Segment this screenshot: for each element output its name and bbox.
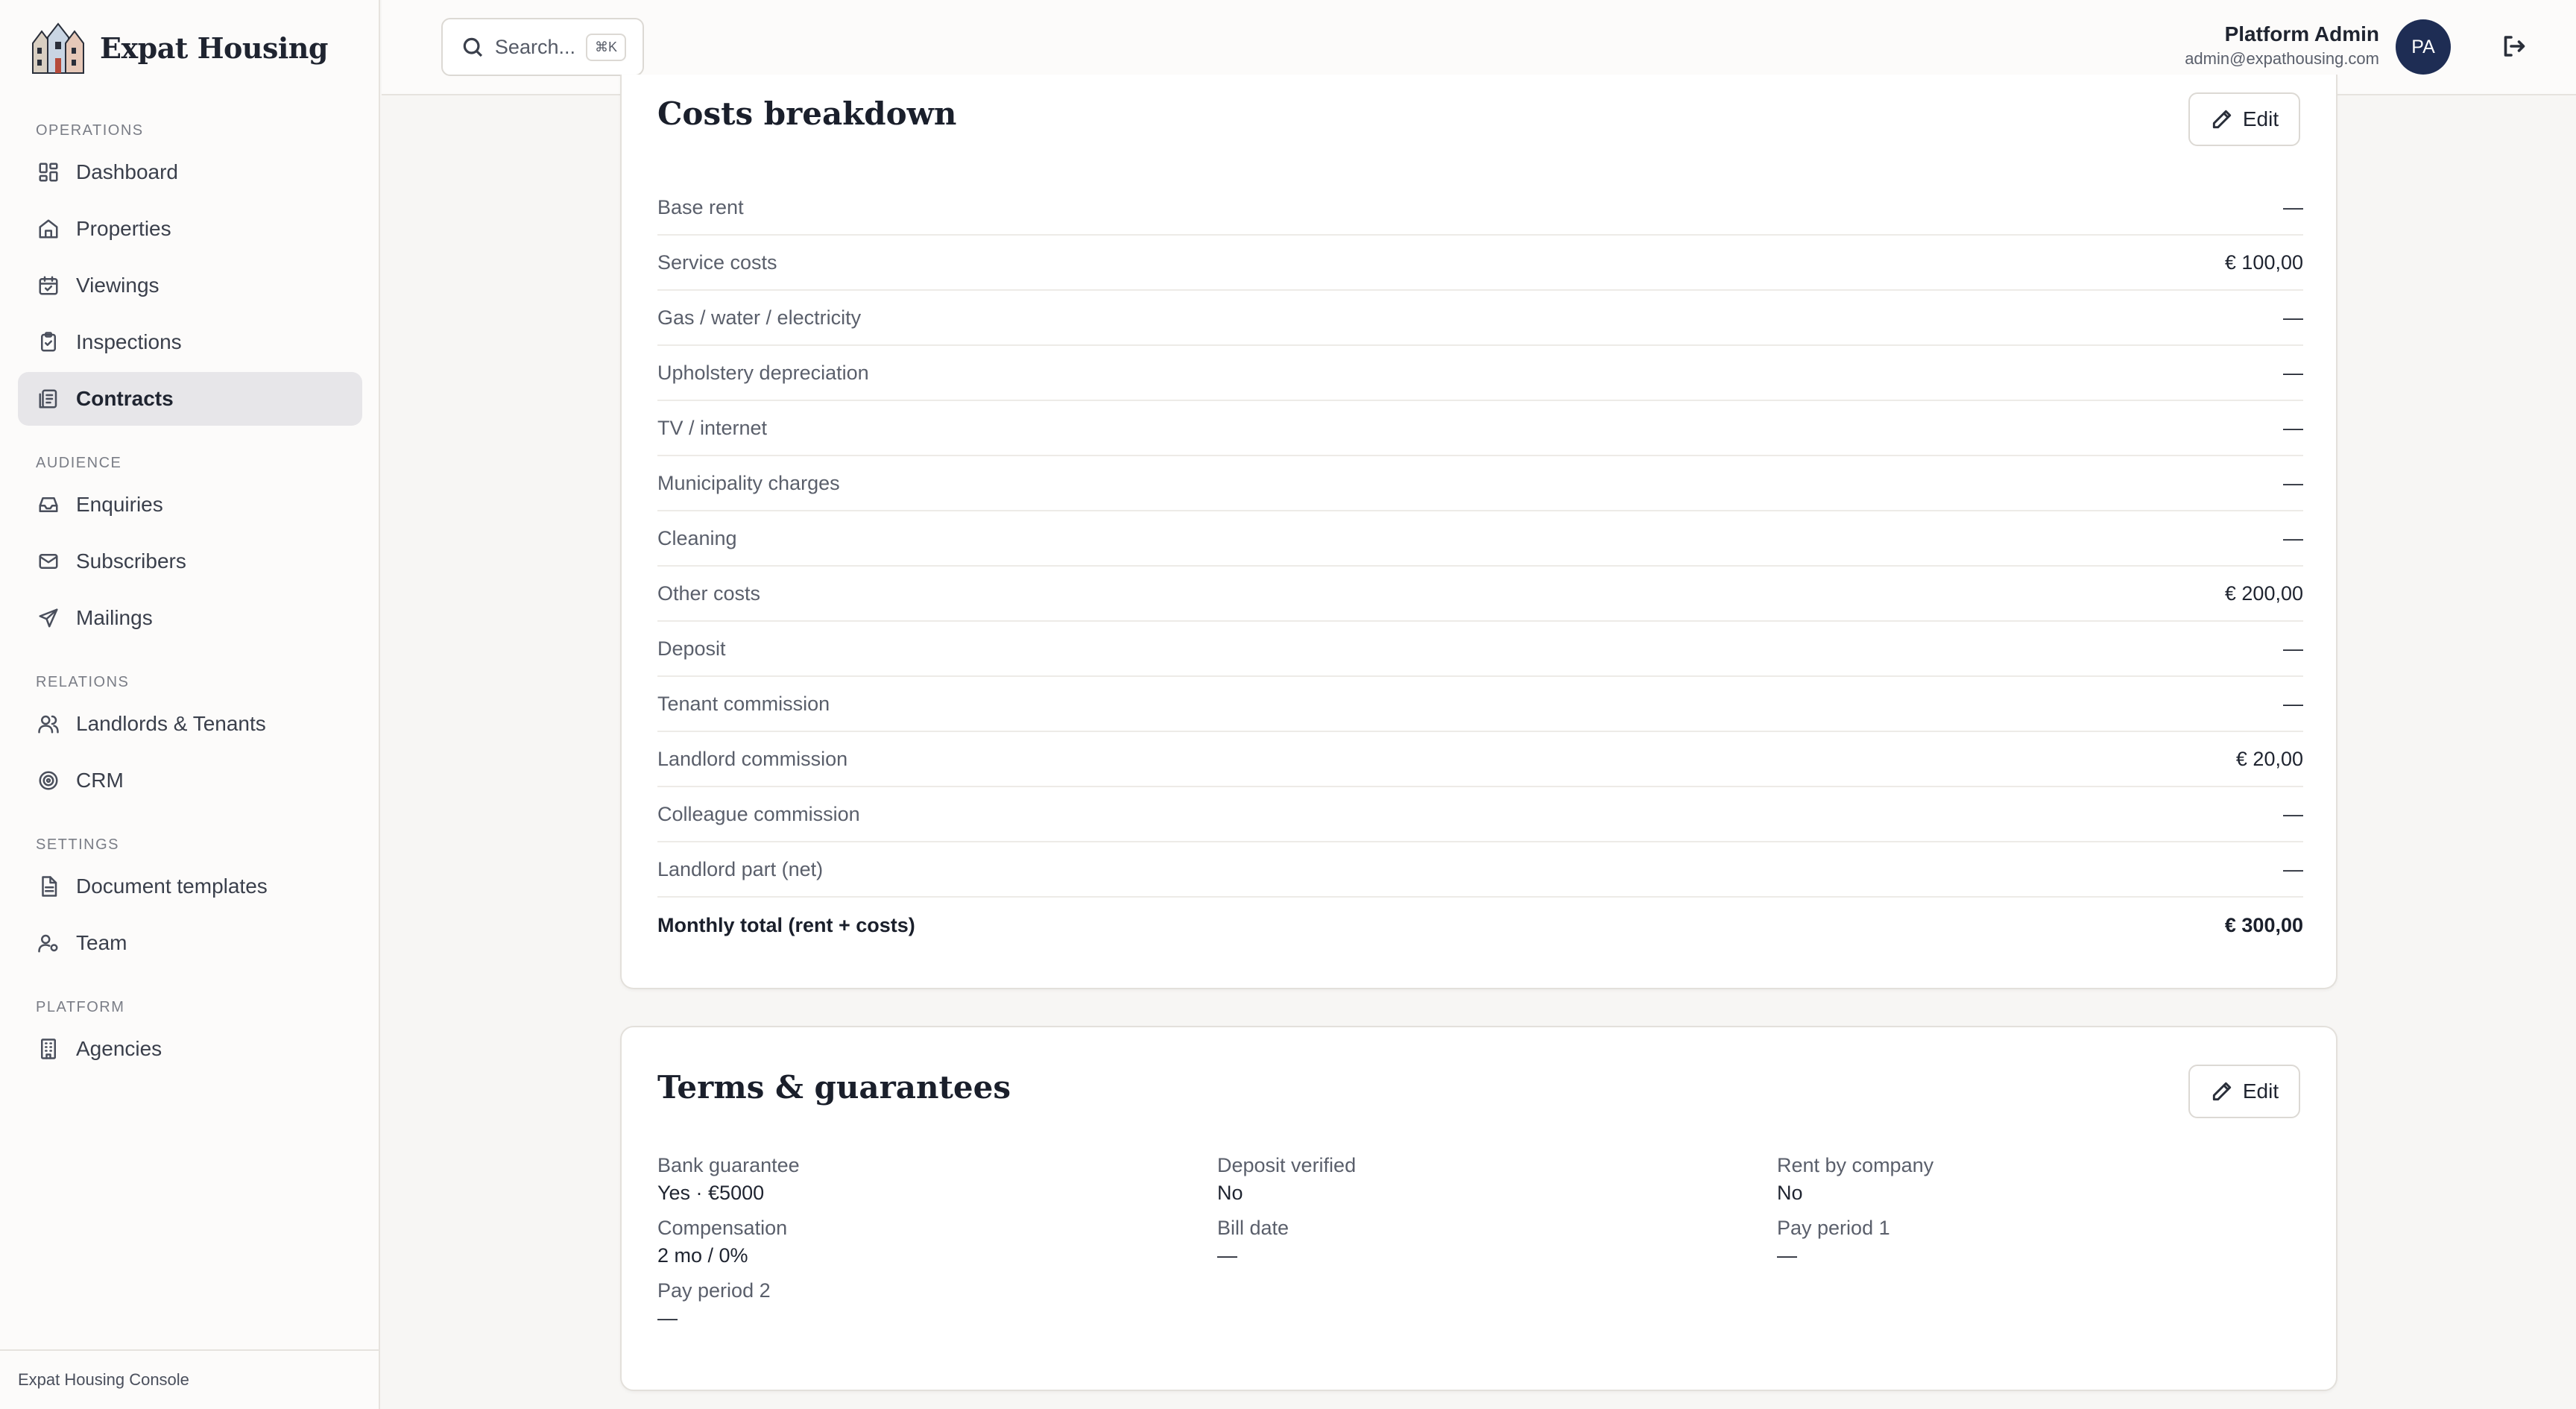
cost-value: — bbox=[2283, 637, 2303, 660]
nav-section-audience: AUDIENCE bbox=[36, 454, 122, 471]
sidebar-nav bbox=[18, 116, 362, 1079]
sidebar-item-landlords-tenants[interactable] bbox=[18, 697, 362, 751]
sidebar-item-dashboard[interactable] bbox=[18, 145, 362, 199]
cost-label: Gas / water / electricity bbox=[657, 306, 862, 329]
avatar[interactable]: PA bbox=[2396, 19, 2451, 75]
terms-edit-button[interactable] bbox=[2188, 1065, 2300, 1118]
edit-label: Edit bbox=[2242, 1079, 2279, 1103]
term-bill-date bbox=[1217, 1217, 1777, 1267]
sidebar-item-label: Document templates bbox=[76, 874, 268, 898]
nav-section-operations: OPERATIONS bbox=[36, 122, 144, 139]
cost-row bbox=[657, 567, 2303, 622]
sidebar-item-label: Inspections bbox=[76, 330, 182, 353]
cost-row bbox=[657, 346, 2303, 401]
sidebar-item-label: CRM bbox=[76, 769, 124, 792]
cost-label: TV / internet bbox=[657, 416, 768, 439]
cost-value: — bbox=[2283, 857, 2303, 880]
sidebar-item-label: Agencies bbox=[76, 1037, 162, 1060]
cost-row bbox=[657, 456, 2303, 511]
cost-value: € 100,00 bbox=[2224, 250, 2303, 274]
sidebar-item-contracts[interactable] bbox=[18, 372, 362, 426]
term-label: Compensation bbox=[657, 1217, 788, 1239]
sidebar-footer: Expat Housing Console bbox=[0, 1349, 379, 1409]
cost-label: Other costs bbox=[657, 581, 761, 605]
term-bank-guarantee bbox=[657, 1154, 1217, 1205]
cost-row bbox=[657, 732, 2303, 787]
term-label: Deposit verified bbox=[1217, 1154, 1357, 1176]
sidebar-item-label: Contracts bbox=[76, 387, 174, 410]
cost-label: Landlord part (net) bbox=[657, 857, 824, 880]
clipboard-check-icon bbox=[37, 331, 60, 353]
cost-row bbox=[657, 236, 2303, 291]
cost-value: — bbox=[2283, 471, 2303, 494]
total-label: Monthly total (rent + costs) bbox=[657, 913, 915, 936]
cost-row bbox=[657, 842, 2303, 898]
search-input[interactable] bbox=[441, 18, 644, 76]
term-pay-period-1 bbox=[1777, 1217, 2303, 1267]
cost-label: Tenant commission bbox=[657, 692, 830, 715]
cost-row bbox=[657, 677, 2303, 732]
houses-logo-icon bbox=[30, 21, 86, 75]
costs-table bbox=[657, 180, 2303, 953]
cost-label: Service costs bbox=[657, 250, 777, 274]
cost-value: — bbox=[2283, 195, 2303, 218]
edit-label: Edit bbox=[2242, 107, 2279, 130]
terms-grid bbox=[657, 1154, 2303, 1330]
nav-section-platform: PLATFORM bbox=[36, 998, 125, 1015]
costs-title: Costs breakdown bbox=[657, 95, 957, 132]
cost-value: — bbox=[2283, 361, 2303, 384]
users-icon bbox=[37, 713, 60, 735]
building-icon bbox=[37, 1038, 60, 1060]
home-icon bbox=[37, 218, 60, 240]
term-pay-period-2 bbox=[657, 1279, 1217, 1330]
total-value: € 300,00 bbox=[2224, 913, 2303, 936]
sidebar-item-mailings[interactable] bbox=[18, 591, 362, 645]
sidebar-item-label: Dashboard bbox=[76, 160, 178, 183]
cost-label: Upholstery depreciation bbox=[657, 361, 869, 384]
send-icon bbox=[37, 607, 60, 629]
cost-label: Colleague commission bbox=[657, 802, 860, 825]
brand-name: Expat Housing bbox=[100, 31, 328, 65]
user-info bbox=[2185, 22, 2379, 69]
term-value: No bbox=[1777, 1182, 1803, 1204]
user-email: admin@expathousing.com bbox=[2185, 49, 2379, 68]
sidebar-item-label: Properties bbox=[76, 217, 171, 240]
logout-icon bbox=[2500, 33, 2527, 60]
sidebar-item-document-templates[interactable] bbox=[18, 860, 362, 913]
term-rent-by-company bbox=[1777, 1154, 2303, 1205]
sidebar-item-label: Team bbox=[76, 931, 127, 954]
sidebar-item-label: Viewings bbox=[76, 274, 160, 297]
term-compensation bbox=[657, 1217, 1217, 1267]
contract-icon bbox=[37, 388, 60, 410]
search-shortcut-badge: ⌘K bbox=[586, 34, 626, 61]
term-label: Pay period 1 bbox=[1777, 1217, 1890, 1239]
search-placeholder: Search... bbox=[494, 35, 575, 58]
sidebar-item-viewings[interactable] bbox=[18, 259, 362, 312]
term-value: — bbox=[657, 1307, 678, 1329]
cost-value: — bbox=[2283, 692, 2303, 715]
pencil-icon bbox=[2210, 1079, 2234, 1103]
term-deposit-verified bbox=[1217, 1154, 1777, 1205]
sidebar-item-agencies[interactable] bbox=[18, 1022, 362, 1076]
brand[interactable] bbox=[30, 21, 328, 75]
target-icon bbox=[37, 769, 60, 792]
cost-label: Deposit bbox=[657, 637, 726, 660]
cost-label: Base rent bbox=[657, 195, 744, 218]
terms-title: Terms & guarantees bbox=[657, 1069, 1011, 1106]
cost-label: Municipality charges bbox=[657, 471, 840, 494]
grid-icon bbox=[37, 161, 60, 183]
term-value: 2 mo / 0% bbox=[657, 1244, 748, 1267]
sidebar-item-enquiries[interactable] bbox=[18, 478, 362, 532]
term-label: Bill date bbox=[1217, 1217, 1289, 1239]
term-value: No bbox=[1217, 1182, 1243, 1204]
terms-guarantees-card bbox=[620, 1026, 2337, 1391]
cost-row bbox=[657, 291, 2303, 346]
sidebar-item-properties[interactable] bbox=[18, 202, 362, 256]
sidebar-item-label: Subscribers bbox=[76, 549, 186, 573]
mail-icon bbox=[37, 550, 60, 573]
term-label: Pay period 2 bbox=[657, 1279, 771, 1302]
user-cog-icon bbox=[37, 932, 60, 954]
costs-edit-button[interactable] bbox=[2188, 92, 2300, 146]
term-label: Bank guarantee bbox=[657, 1154, 800, 1176]
user-name: Platform Admin bbox=[2224, 22, 2379, 45]
logout-button[interactable] bbox=[2500, 33, 2527, 60]
file-text-icon bbox=[37, 875, 60, 898]
nav-section-settings: SETTINGS bbox=[36, 836, 120, 853]
cost-row bbox=[657, 622, 2303, 677]
cost-row bbox=[657, 401, 2303, 456]
cost-row bbox=[657, 787, 2303, 842]
inbox-icon bbox=[37, 494, 60, 516]
sidebar-item-subscribers[interactable] bbox=[18, 535, 362, 588]
sidebar-item-label: Mailings bbox=[76, 606, 153, 629]
sidebar-item-team[interactable] bbox=[18, 916, 362, 970]
cost-value: — bbox=[2283, 306, 2303, 329]
sidebar-item-inspections[interactable] bbox=[18, 315, 362, 369]
cost-row bbox=[657, 180, 2303, 236]
sidebar bbox=[0, 0, 380, 1409]
cost-label: Cleaning bbox=[657, 526, 737, 549]
cost-value: — bbox=[2283, 416, 2303, 439]
sidebar-item-crm[interactable] bbox=[18, 754, 362, 807]
cost-label: Landlord commission bbox=[657, 747, 848, 770]
calendar-check-icon bbox=[37, 274, 60, 297]
term-value: — bbox=[1217, 1244, 1237, 1267]
pencil-icon bbox=[2210, 107, 2234, 131]
term-label: Rent by company bbox=[1777, 1154, 1934, 1176]
cost-row bbox=[657, 511, 2303, 567]
sidebar-item-label: Landlords & Tenants bbox=[76, 712, 266, 735]
cost-value: € 20,00 bbox=[2235, 747, 2303, 770]
cost-value: — bbox=[2283, 802, 2303, 825]
term-value: — bbox=[1777, 1244, 1797, 1267]
search-icon bbox=[461, 35, 484, 59]
costs-breakdown-card bbox=[620, 75, 2337, 989]
sidebar-item-label: Enquiries bbox=[76, 493, 163, 516]
cost-total-row bbox=[657, 898, 2303, 953]
cost-value: — bbox=[2283, 526, 2303, 549]
nav-section-relations: RELATIONS bbox=[36, 673, 130, 690]
term-value: Yes · €5000 bbox=[657, 1182, 765, 1204]
cost-value: € 200,00 bbox=[2224, 581, 2303, 605]
